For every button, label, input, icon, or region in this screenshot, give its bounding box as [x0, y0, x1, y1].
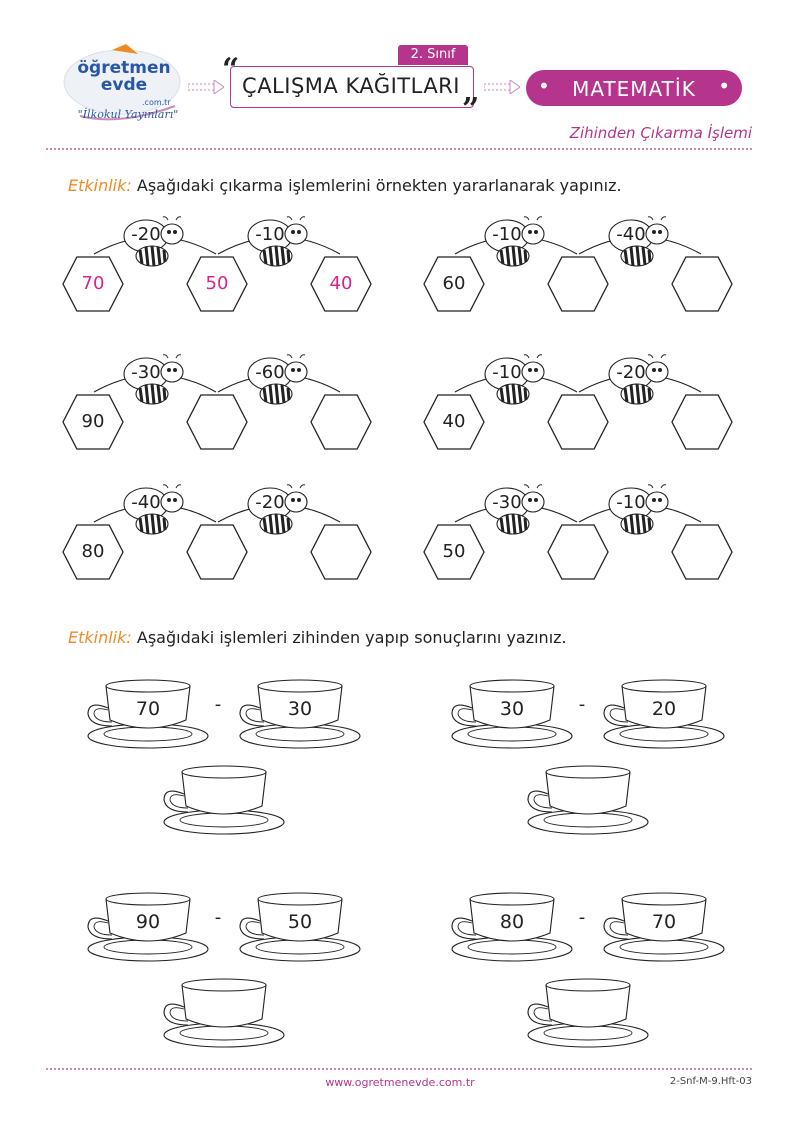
- start-number: 70: [81, 273, 105, 294]
- arrow-right-icon: [188, 80, 224, 94]
- minus-sign: -: [214, 694, 222, 715]
- arrow-right-icon: [484, 80, 520, 94]
- logo-main-text: öğretmen evde: [77, 58, 171, 95]
- activity-text: Aşağıdaki çıkarma işlemlerini örnekten yararlanarak yapınız.: [136, 176, 622, 195]
- title-quote-open: “: [222, 52, 240, 87]
- start-number: 40: [442, 411, 466, 432]
- example-result: 40: [329, 273, 353, 294]
- minuend-value: 70: [135, 698, 161, 720]
- footer-divider: [46, 1068, 752, 1070]
- bullet-dot: •: [538, 74, 550, 98]
- minuend-value: 30: [499, 698, 525, 720]
- start-number: 90: [81, 411, 105, 432]
- minuend-value: 90: [135, 911, 161, 933]
- activity-text: Aşağıdaki işlemleri zihinden yapıp sonuçlarını yazınız.: [136, 628, 567, 647]
- operation-label: -20: [255, 492, 285, 513]
- minus-sign: -: [578, 694, 586, 715]
- operation-label: -10: [492, 362, 522, 383]
- logo-sub-text: "İlkokul Yayınları": [77, 108, 179, 121]
- operation-label: -10: [492, 224, 522, 245]
- subject-label: MATEMATİK: [572, 77, 696, 101]
- activity-label: Etkinlik:: [68, 176, 132, 195]
- start-number: 80: [81, 541, 105, 562]
- operation-label: -20: [616, 362, 646, 383]
- teacup-icon: [156, 766, 286, 836]
- teacup-icon: [520, 766, 650, 836]
- logo: [60, 44, 190, 134]
- operation-label: -10: [616, 492, 646, 513]
- hexagon-shape: [186, 524, 248, 580]
- teacup-icon: [520, 979, 650, 1049]
- title-quote-close: ”: [462, 92, 480, 127]
- activity1-instruction: [68, 176, 622, 195]
- minus-sign: -: [214, 907, 222, 928]
- subtrahend-value: 30: [287, 698, 313, 720]
- operation-label: -20: [131, 224, 161, 245]
- hexagon-shape: [671, 524, 733, 580]
- grade-badge: 2. Sınıf: [398, 45, 468, 65]
- example-result: 50: [205, 273, 229, 294]
- topic-title: Zihinden Çıkarma İşlemi: [569, 124, 752, 142]
- activity-label: Etkinlik:: [68, 628, 132, 647]
- hexagon-shape: [671, 256, 733, 312]
- minuend-value: 80: [499, 911, 525, 933]
- start-number: 50: [442, 541, 466, 562]
- operation-label: -40: [616, 224, 646, 245]
- hexagon-shape: [671, 394, 733, 450]
- footer-code: 2-Snf-M-9.Hft-03: [669, 1076, 752, 1087]
- subtrahend-value: 20: [651, 698, 677, 720]
- activity2-instruction: [68, 628, 567, 647]
- page-title: ÇALIŞMA KAĞITLARI: [242, 74, 460, 98]
- start-number: 60: [442, 273, 466, 294]
- operation-label: -10: [255, 224, 285, 245]
- subject-badge: [526, 70, 742, 106]
- header-divider: [46, 148, 752, 150]
- operation-label: -60: [255, 362, 285, 383]
- teacup-icon: [156, 979, 286, 1049]
- hexagon-shape: [547, 524, 609, 580]
- logo-domain-text: .com.tr: [142, 98, 171, 107]
- hexagon-shape: [186, 394, 248, 450]
- footer-url: www.ogretmenevde.com.tr: [325, 1076, 475, 1089]
- subtrahend-value: 50: [287, 911, 313, 933]
- hexagon-shape: [547, 256, 609, 312]
- operation-label: -30: [131, 362, 161, 383]
- subtrahend-value: 70: [651, 911, 677, 933]
- hexagon-shape: [310, 394, 372, 450]
- minus-sign: -: [578, 907, 586, 928]
- hexagon-shape: [547, 394, 609, 450]
- bullet-dot: •: [718, 74, 730, 98]
- hexagon-shape: [310, 524, 372, 580]
- operation-label: -30: [492, 492, 522, 513]
- operation-label: -40: [131, 492, 161, 513]
